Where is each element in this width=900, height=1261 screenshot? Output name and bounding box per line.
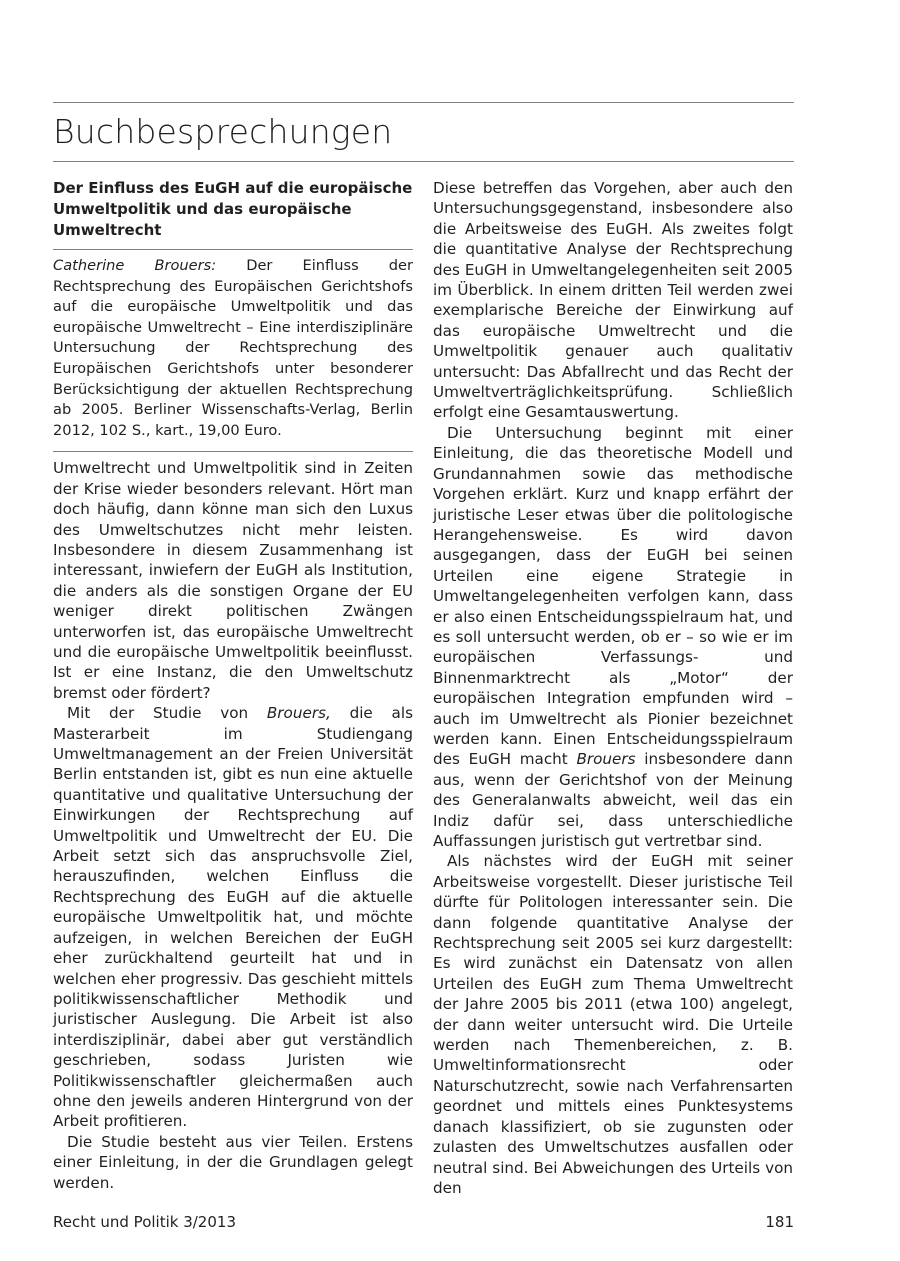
title-underline-rule: [53, 161, 794, 162]
paragraph-4-rest: insbesondere dann aus, wenn der Gerichtshof von der Meinung des Generalanwalts abweicht, weil das ein Indiz dafür sei, dass unterschiedliche Auffassungen juristisch gut vertretbar sind.: [433, 750, 793, 850]
paragraph-1: Umweltrecht und Umweltpolitik sind in Zeiten der Krise wieder besonders relevant. Hört man doch häufig, dann könne man sich den Luxus des Umweltschutzes nicht mehr leisten. Insbesondere in diesem Zusammenhang ist interessant, inwiefern der EuGH als Institution, die anders als die sonstigen Organe der EU weniger direkt politischen Zwängen unterworfen ist, das europäische Umweltrecht und die europäische Umweltpolitik beeinflusst. Ist er eine Instanz, die den Umweltschutz bremst oder fördert?: [53, 459, 413, 702]
article-title: Der Einfluss des EuGH auf die europäische Umweltpolitik und das europäische Umweltrecht: [53, 179, 413, 239]
author-name-reference: Brouers,: [266, 704, 331, 723]
paragraph-4-start: Die Untersuchung beginnt mit einer Einleitung, die das theoretische Modell und Grundannahmen sowie das methodische Vorgehen erklärt. Kurz und knapp erfährt der juristische Leser etwas über die politologische Herangehensweise. Es wird davon ausgegangen, dass der EuGH bei seinen Urteilen eine eigene Strategie in Umweltangelegenheiten verfolgen kann, dass er also einen Entscheidungsspielraum hat, und es soll untersucht werden, ob er – so wie er im europäischen Verfassungs- und Binnenmarktrecht als „Motor“ der europäischen Integration empfunden wird – auch im Umweltrecht als Pionier bezeichnet werden kann. Einen Entscheidungsspielraum des EuGH macht: [433, 423, 793, 769]
book-reference: [53, 256, 413, 441]
paragraph-3-continued: Diese betreffen das Vorgehen, aber auch den Untersuchungsgegenstand, insbesondere also die Arbeitsweise des EuGH. Als zweites folgt die quantitative Analyse der Rechtsprechung des EuGH in Umweltangelegenheiten seit 2005 im Überblick. In einem dritten Teil werden zwei exemplarische Bereiche der Einwirkung auf das europäische Umweltrecht und die Umweltpolitik genauer auch qualitativ untersucht: Das Abfallrecht und das Recht der Umweltverträglichkeitsprüfung. Schließlich erfolgt eine Gesamtauswertung.: [433, 179, 793, 422]
footer-journal-issue: Recht und Politik 3/2013: [53, 1213, 236, 1231]
author-name-reference: Brouers: [576, 750, 636, 769]
book-info-bottom-rule: [53, 451, 413, 452]
paragraph-3: Die Studie besteht aus vier Teilen. Erstens einer Einleitung, in der die Grundlagen gelegt werden.: [53, 1132, 413, 1192]
paragraph-2: [53, 703, 413, 1132]
book-author: Catherine Brouers:: [53, 257, 217, 274]
book-info-top-rule: [53, 249, 413, 250]
paragraph-5: Als nächstes wird der EuGH mit seiner Arbeitsweise vorgestellt. Dieser juristische Teil dürfte für Politologen interessanter sein. Die dann folgende quantitative Analyse der Rechtsprechung seit 2005 sei kurz dargestellt: Es wird zunächst ein Datensatz von allen Urteilen des EuGH zum Thema Umweltrecht der Jahre 2005 bis 2011 (etwa 100) angelegt, der dann weiter untersucht wird. Die Urteile werden nach Themenbereichen, z. B. Umweltinformationsrecht oder Naturschutzrecht, sowie nach Verfahrensarten geordnet und mittels eines Punktesystems danach klassifiziert, ob sie zugunsten oder zulasten des Umweltschutzes ausfallen oder neutral sind. Bei Abweichungen des Urteils von den: [433, 852, 793, 1197]
paragraph-4: [433, 423, 793, 852]
paragraph-2-rest: die als Masterarbeit im Studiengang Umweltmanagement an der Freien Universität Berlin entstanden ist, gibt es nun eine aktuelle quantitative und qualitative Untersuchung der Einwirkungen der Rechtsprechung auf Umweltpolitik und Umweltrecht der EU. Die Arbeit setzt sich das anspruchsvolle Ziel, herauszufinden, welchen Einfluss die Rechtsprechung des EuGH auf die aktuelle europäische Umweltpolitik hat, und möchte aufzeigen, in welchen Bereichen der EuGH eher zurückhaltend geurteilt hat und in welchen eher progressiv. Das geschieht mittels politikwissenschaftlicher Methodik und juristischer Auslegung. Die Arbeit ist also interdisziplinär, dabei aber gut verständlich geschrieben, sodass Juristen wie Politikwissenschaftler gleichermaßen auch ohne den jeweils anderen Hintergrund von der Arbeit profitieren.: [53, 704, 413, 1131]
right-column: [433, 178, 793, 1198]
top-rule: [53, 102, 794, 103]
book-details: Der Einfluss der Rechtsprechung des Europäischen Gerichtshofs auf die europäische Umweltpolitik und das europäische Umweltrecht – Eine interdisziplinäre Untersuchung der Rechtsprechung des Europäischen Gerichtshofs unter besonderer Berücksichtigung der aktuellen Rechtsprechung ab 2005. Berliner Wissenschafts-Verlag, Berlin 2012, 102 S., kart., 19,00 Euro.: [53, 257, 413, 439]
paragraph-2-start: Mit der Studie von: [67, 704, 267, 723]
section-title: Buchbesprechungen: [53, 112, 393, 151]
left-column: [53, 178, 413, 1193]
footer-page-number: 181: [765, 1213, 794, 1231]
